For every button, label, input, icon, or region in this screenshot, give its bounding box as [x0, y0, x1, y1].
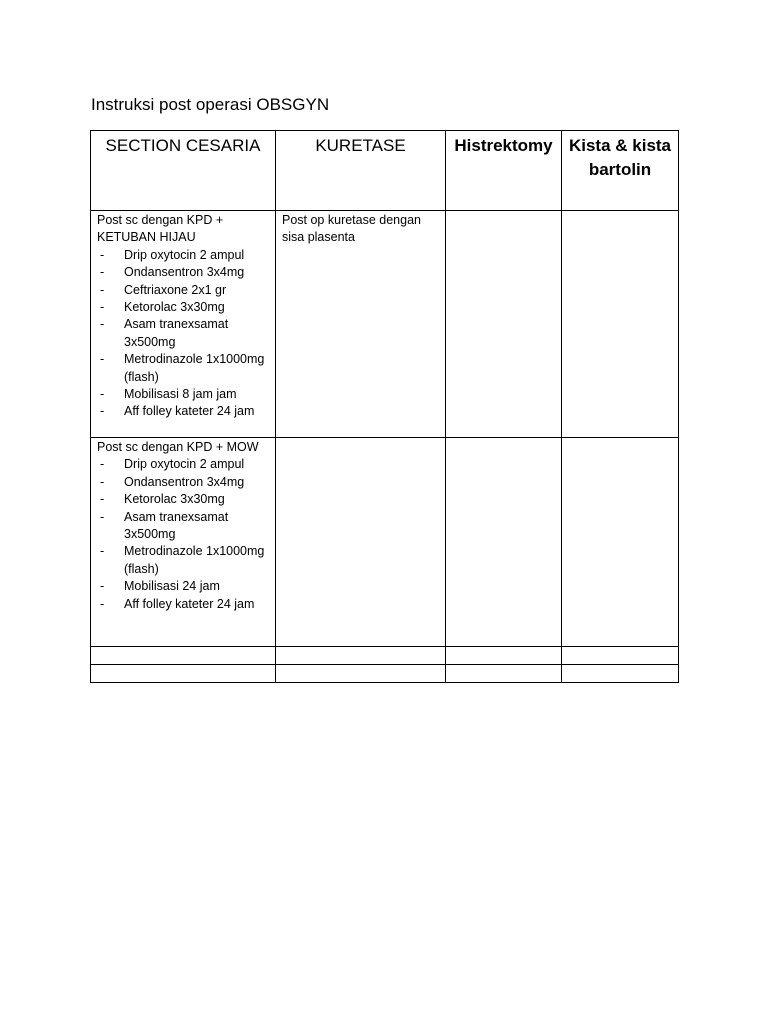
medication-list: [97, 456, 270, 613]
empty-cell: [276, 647, 446, 665]
empty-cell: [91, 665, 276, 683]
medication-list: [97, 247, 270, 421]
kista-cell: [562, 211, 679, 438]
empty-cell: [562, 665, 679, 683]
list-item: - Metrodinazole 1x1000mg (flash): [97, 543, 270, 578]
post-op-instructions-table: [90, 130, 679, 683]
document-title: Instruksi post operasi OBSGYN: [91, 95, 330, 114]
histrektomy-cell: [446, 211, 562, 438]
list-item: - Asam tranexsamat 3x500mg: [97, 316, 270, 351]
header-kuretase: KURETASE: [276, 131, 446, 211]
list-item: - Mobilisasi 24 jam: [97, 578, 270, 595]
histrektomy-cell: [446, 438, 562, 647]
list-item: - Ceftriaxone 2x1 gr: [97, 282, 270, 299]
list-item: - Asam tranexsamat 3x500mg: [97, 509, 270, 544]
list-item: - Ondansentron 3x4mg: [97, 264, 270, 281]
list-item: - Drip oxytocin 2 ampul: [97, 247, 270, 264]
row-intro: Post sc dengan KPD + KETUBAN HIJAU: [97, 213, 224, 245]
list-item: - Drip oxytocin 2 ampul: [97, 456, 270, 473]
header-kista-bartolin: Kista & kista bartolin: [562, 131, 679, 211]
table-row: [91, 438, 679, 647]
table-row: [91, 665, 679, 683]
header-section-cesaria: SECTION CESARIA: [91, 131, 276, 211]
list-item: - Aff folley kateter 24 jam: [97, 403, 270, 420]
row-intro: Post sc dengan KPD + MOW: [97, 440, 259, 454]
list-item: - Ketorolac 3x30mg: [97, 491, 270, 508]
list-item: - Metrodinazole 1x1000mg (flash): [97, 351, 270, 386]
empty-cell: [276, 665, 446, 683]
table-row: [91, 211, 679, 438]
list-item: - Mobilisasi 8 jam jam: [97, 386, 270, 403]
kuretase-cell: [276, 438, 446, 647]
empty-cell: [91, 647, 276, 665]
table-row: [91, 647, 679, 665]
table-header-row: [91, 131, 679, 211]
header-histrektomy: Histrektomy: [446, 131, 562, 211]
empty-cell: [446, 665, 562, 683]
list-item: - Aff folley kateter 24 jam: [97, 596, 270, 613]
kista-cell: [562, 438, 679, 647]
section-cesaria-cell: [91, 211, 276, 438]
list-item: - Ondansentron 3x4mg: [97, 474, 270, 491]
list-item: - Ketorolac 3x30mg: [97, 299, 270, 316]
empty-cell: [562, 647, 679, 665]
kuretase-cell: Post op kuretase dengan sisa plasenta: [276, 211, 446, 438]
empty-cell: [446, 647, 562, 665]
section-cesaria-cell: [91, 438, 276, 647]
